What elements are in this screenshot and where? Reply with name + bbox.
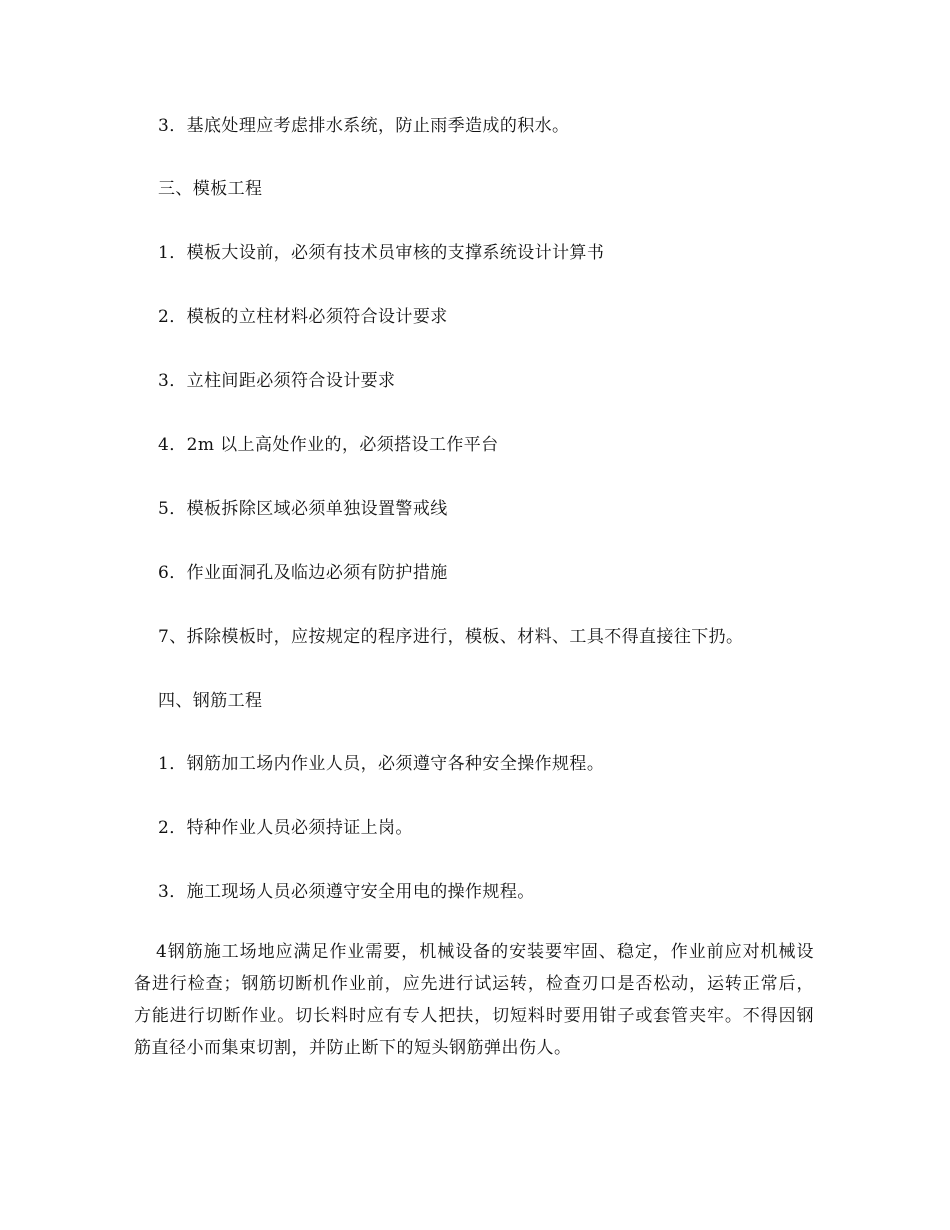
rebar-item-3: 3．施工现场人员必须遵守安全用电的操作规程。 (158, 882, 535, 902)
formwork-item-5: 5．模板拆除区域必须单独设置警戒线 (158, 499, 448, 519)
formwork-item-3: 3．立柱间距必须符合设计要求 (158, 371, 396, 391)
formwork-item-7: 7、拆除模板时，应按规定的程序进行，模板、材料、工具不得直接往下扔。 (158, 627, 744, 647)
section-heading-rebar: 四、钢筋工程 (158, 691, 263, 711)
rebar-item-1: 1．钢筋加工场内作业人员，必须遵守各种安全操作规程。 (158, 754, 605, 774)
formwork-item-2: 2．模板的立柱材料必须符合设计要求 (158, 307, 448, 327)
rebar-item-4-paragraph: 4钢筋施工场地应满足作业需要，机械设备的安装要牢固、稳定，作业前应对机械设备进行检查；钢筋切断机作业前，应先进行试运转，检查刃口是否松动，运转正常后，方能进行切断作业。切长料时应有专人把扶，切短料时要用钳子或套管夹牢。不得因钢筋直径小而集束切割，并防止断下的短头钢筋弹出伤人。 (134, 942, 814, 1058)
formwork-item-4: 4．2m 以上高处作业的，必须搭设工作平台 (158, 435, 499, 455)
item-drainage: 3．基底处理应考虑排水系统，防止雨季造成的积水。 (158, 116, 570, 136)
formwork-item-6: 6．作业面洞孔及临边必须有防护措施 (158, 563, 448, 583)
rebar-item-2: 2．特种作业人员必须持证上岗。 (158, 818, 413, 838)
section-heading-formwork: 三、模板工程 (158, 179, 263, 199)
formwork-item-1: 1．模板大设前，必须有技术员审核的支撑系统设计计算书 (158, 243, 605, 263)
